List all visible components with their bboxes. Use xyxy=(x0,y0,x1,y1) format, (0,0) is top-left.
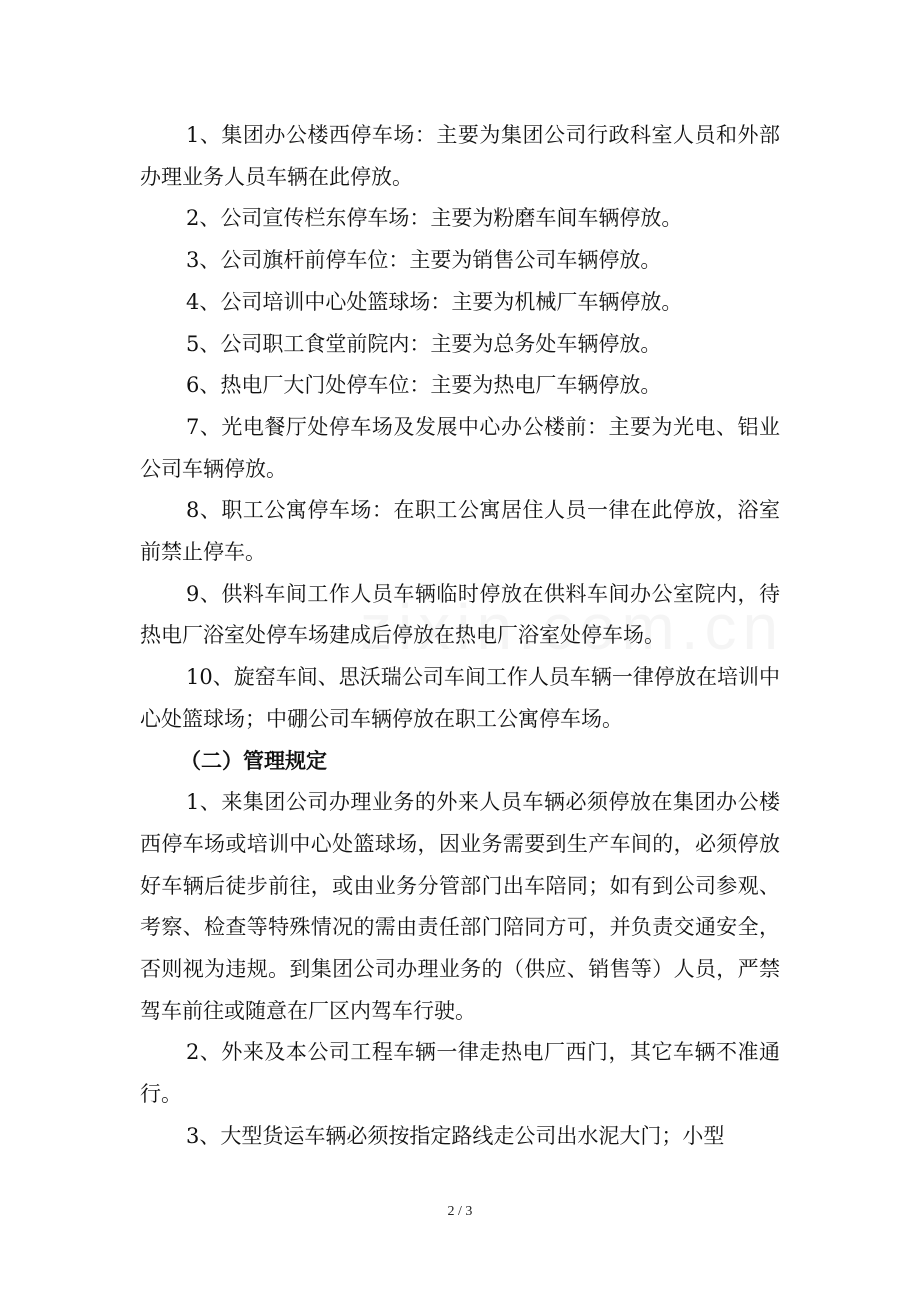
parking-item-4: 4、公司培训中心处篮球场：主要为机械厂车辆停放。 xyxy=(186,289,683,314)
rule-item-1: 1、来集团公司办理业务的外来人员车辆必须停放在集团办公楼西停车场或培训中心处篮球场，因业务需要到生产车间的，必须停放好车辆后徒步前往，或由业务分管部门出车陪同；如有到公司参观、考察、检查等特殊情况的需由责任部门陪同方可，并负责交通安全，否则视为违规。到集团公司办理业务的（供应、销售等）人员，严禁驾车前往或随意在厂区内驾车行驶。 xyxy=(140,790,780,1023)
parking-item-5: 5、公司职工食堂前院内：主要为总务处车辆停放。 xyxy=(186,331,662,356)
rule-item-3: 3、大型货运车辆必须按指定路线走公司出水泥大门；小型 xyxy=(186,1123,725,1148)
parking-item-9: 9、供料车间工作人员车辆临时停放在供料车间办公室院内，待热电厂浴室处停车场建成后停放在热电厂浴室处停车场。 xyxy=(140,581,780,648)
rule-item-2: 2、外来及本公司工程车辆一律走热电厂西门，其它车辆不准通行。 xyxy=(140,1040,780,1107)
parking-item-7: 7、光电餐厅处停车场及发展中心办公楼前：主要为光电、铝业公司车辆停放。 xyxy=(140,414,780,481)
parking-item-6: 6、热电厂大门处停车位：主要为热电厂车辆停放。 xyxy=(186,373,662,398)
parking-item-1: 1、集团办公楼西停车场：主要为集团公司行政科室人员和外部办理业务人员车辆在此停放。 xyxy=(140,123,780,189)
document-body xyxy=(140,115,780,1158)
section-heading: （二）管理规定 xyxy=(180,748,327,773)
parking-item-8: 8、职工公寓停车场：在职工公寓居住人员一律在此停放，浴室前禁止停车。 xyxy=(140,498,780,565)
parking-item-2: 2、公司宣传栏东停车场：主要为粉磨车间车辆停放。 xyxy=(186,206,683,231)
parking-item-10: 10、旋窑车间、思沃瑞公司车间工作人员车辆一律停放在培训中心处篮球场；中硼公司车辆停放在职工公寓停车场。 xyxy=(140,665,780,731)
parking-item-3: 3、公司旗杆前停车位：主要为销售公司车辆停放。 xyxy=(186,248,662,273)
page-number: 2 / 3 xyxy=(447,1204,473,1219)
